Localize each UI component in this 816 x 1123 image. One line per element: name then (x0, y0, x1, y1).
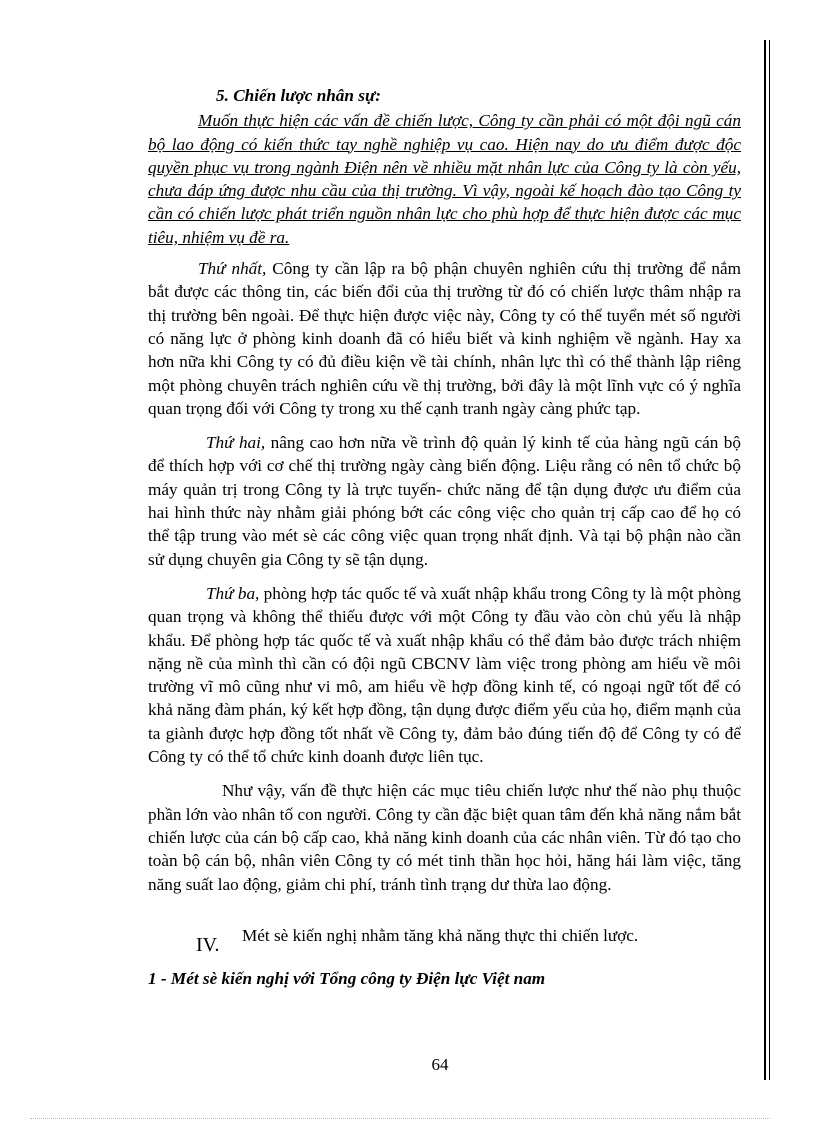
page-number: 64 (431, 1055, 449, 1074)
paragraph-text: phòng hợp tác quốc tế và xuất nhập khẩu trong Công ty là một phòng quan trọng và không thể thiếu được với một Công ty đầu vào còn chủ yếu là nhập khẩu. Để phòng hợp tác quốc tế và xuất nhập khẩu có thể đảm bảo được trách nhiệm nặng nề của mình thì cần có đội ngũ CBCNV làm việc trong phòng am hiểu về môi trường vĩ mô cũng như vi mô, am hiểu về hợp đồng kinh tế, có ngoại ngữ tốt để có khả năng đàm phán, ký kết hợp đồng, tận dụng được điểm yếu của họ, điểm mạnh của ta giành được hợp đồng tốt nhất về Công ty, đảm bảo đúng tiến độ để Công ty có để Công ty có thể tổ chức kinh doanh được liên tục. (148, 583, 741, 767)
paragraph-text: Như vậy, vấn đề thực hiện các mục tiêu chiến lược như thế nào phụ thuộc phần lớn vào nhân tố con người. Công ty cần đặc biệt quan tâm đến khả năng nắm bắt chiến lược của cán bộ cấp cao, khả năng kinh doanh của các nhân viên. Từ đó tạo cho toàn bộ cán bộ, nhân viên Công ty có mét tinh thần học hỏi, hăng hái làm việc, tăng năng suất lao động, giảm chi phí, tránh tình trạng dư thừa lao động. (148, 781, 741, 894)
paragraph-conclusion (148, 779, 741, 895)
section-iv (196, 924, 741, 957)
paragraph-first (148, 257, 741, 420)
intro-paragraph: Muốn thực hiện các vấn đề chiến lược, Công ty cần phải có một đội ngũ cán bộ lao động có kiến thức tay nghề nghiệp vụ cao. Hiện nay do ưu điểm được độc quyền phục vụ trong ngành Điện nên về nhiều mặt nhân lực của Công ty là còn yếu, chưa đáp ứng được nhu cầu của thị trường. Vì vậy, ngoài kế hoạch đào tạo Công ty cần có chiến lược phát triển nguồn nhân lực cho phù hợp để thực hiện được các mục tiêu, nhiệm vụ đề ra. (148, 111, 741, 247)
subsection-heading: 1 - Mét sè kiến nghị với Tổng công ty Điện lực Việt nam (148, 969, 546, 989)
paragraph-lead: Thứ hai, (206, 433, 266, 453)
document-body (148, 84, 741, 990)
section-numeral: IV. (196, 933, 220, 956)
section-heading: 5. Chiến lược nhân sự: (216, 86, 381, 105)
paragraph-second (148, 431, 741, 571)
page-border-right (764, 40, 766, 1080)
paragraph-third (148, 582, 741, 768)
paragraph-text: Công ty cần lập ra bộ phận chuyên nghiên cứu thị trường để nắm bắt được các thông tin, các biến đổi của thị trường từ đó có chiến lược thâm nhập ra thị trường bên ngoài. Để thực hiện được việc này, Công ty có thể tuyển mét số người có năng lực ở phòng kinh doanh đã có hiểu biết và kinh nghiệm về ngành. Hay xa hơn nữa khi Công ty có đủ điều kiện về tài chính, nhân lực thì có thể thành lập riêng một phòng chuyên trách nghiên cứu về thị trường, bởi đây là một lĩnh vực có ý nghĩa quan trọng đối với Công ty trong xu thế cạnh tranh ngày càng phức tạp. (148, 259, 741, 418)
paragraph-lead: Thứ ba, (206, 583, 260, 603)
page-border-bottom (30, 1118, 770, 1119)
section-title: Mét sè kiến nghị nhằm tăng khả năng thực thi chiến lược. (242, 925, 639, 945)
paragraph-lead: Thứ nhất, (198, 259, 267, 279)
paragraph-text: nâng cao hơn nữa về trình độ quản lý kinh tế của hàng ngũ cán bộ để thích hợp với cơ chế thị trường ngày càng biến động. Liệu rằng có nên tổ chức bộ máy quản trị trong Công ty là trực tuyến- chức năng để tận dụng được ưu điểm của hai hình thức này nhằm giải phóng bớt các công việc cho quản trị cấp cao để họ có thể tập trung vào mét sè các công việc quan trọng nhất định. Và tại bộ phận nào cần sử dụng chuyên gia Công ty sẽ tận dụng. (148, 433, 741, 569)
